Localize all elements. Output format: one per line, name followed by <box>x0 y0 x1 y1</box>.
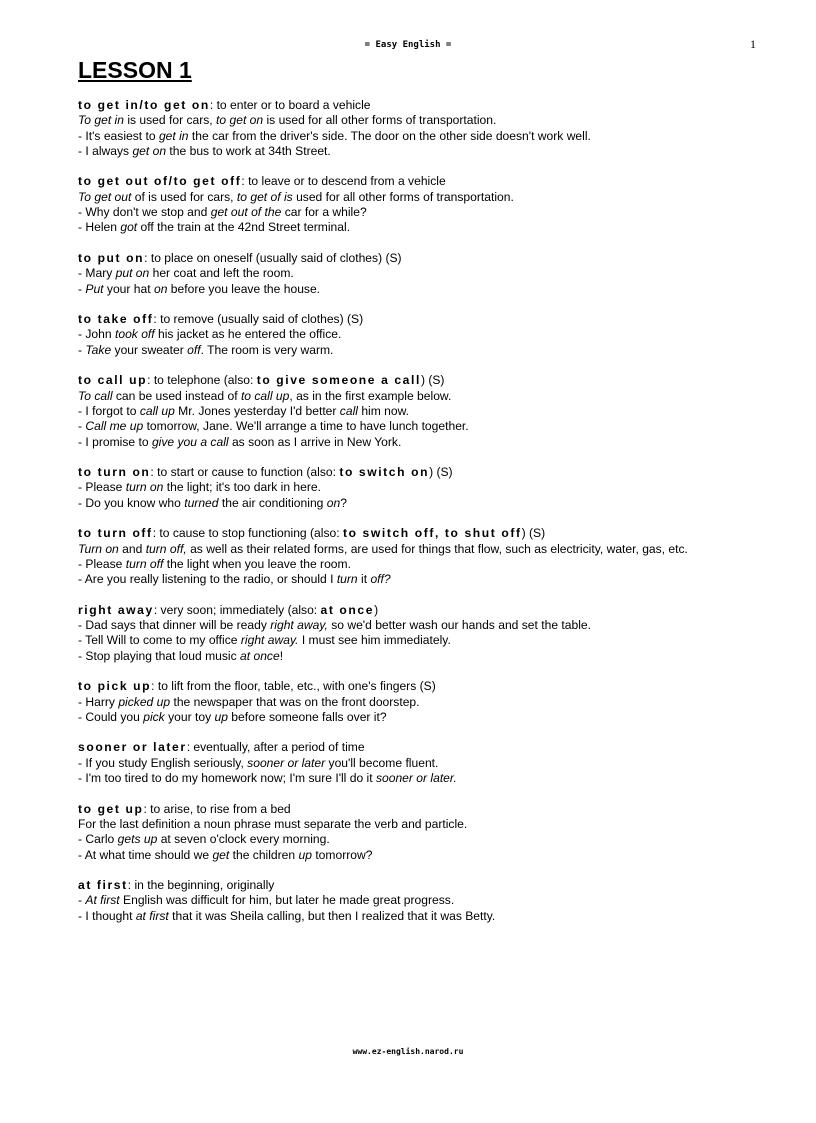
footer-url: www.ez-english.narod.ru <box>352 1047 464 1056</box>
text-run: so we'd better wash our hands and set the table. <box>327 618 592 633</box>
text-run: : to enter or to board a vehicle <box>209 98 371 112</box>
emphasis-text: on <box>326 495 341 510</box>
text-run: : to place on oneself (usually said of clothes) (S) <box>144 250 402 265</box>
emphasis-text: turn on <box>125 480 164 495</box>
text-run: - I'm too tired to do my homework now; I'm sure I'll do it <box>78 771 376 786</box>
idiom-example-line <box>78 343 778 358</box>
idiom-definition <box>78 465 778 480</box>
idiom-term: to pick up <box>78 679 152 694</box>
idiom-term: to get in/to get on <box>78 98 210 112</box>
text-run: it <box>357 572 371 587</box>
text-run: - If you study English seriously, <box>78 755 248 770</box>
idiom-example-line <box>78 572 778 587</box>
text-run: Mr. Jones yesterday I'd better <box>174 403 340 418</box>
text-run: : in the beginning, originally <box>127 878 275 893</box>
idiom-example-line <box>78 557 778 572</box>
emphasis-text: put on <box>115 266 150 281</box>
emphasis-text: get on <box>132 143 167 158</box>
emphasis-text: call up <box>139 403 175 418</box>
emphasis-text: Put <box>85 281 104 296</box>
emphasis-text: off <box>187 342 201 357</box>
text-run: : to remove (usually said of clothes) (S) <box>153 312 364 327</box>
idiom-example-line <box>78 190 778 205</box>
idiom-entry <box>78 603 778 664</box>
text-run: the light; it's too dark in here. <box>163 480 321 495</box>
text-run: as well as their related forms, are used for things that flow, such as electricity, water, gas, etc. <box>186 541 688 556</box>
idiom-definition <box>78 526 778 541</box>
idiom-entry <box>78 740 778 786</box>
idiom-example-line <box>78 756 778 771</box>
idiom-term: to turn on <box>78 465 151 480</box>
text-run: - Stop playing that loud music <box>78 648 241 663</box>
idiom-example-line <box>78 618 778 633</box>
idiom-definition <box>78 251 778 266</box>
text-run: off the train at the 42nd Street terminal. <box>137 220 351 235</box>
text-run: and <box>118 541 146 556</box>
text-run: before someone falls over it? <box>227 709 387 724</box>
text-run: : very soon; immediately (also: <box>153 602 321 617</box>
emphasis-text: To get in <box>78 113 124 128</box>
text-run: : to lift from the floor, table, etc., with one's fingers (S) <box>151 679 436 694</box>
idiom-example-line <box>78 389 778 404</box>
emphasis-text: At first <box>85 893 120 908</box>
emphasis-text: right away, <box>270 618 328 633</box>
emphasis-text: turn off <box>125 556 164 571</box>
text-run: car for a while? <box>281 205 367 220</box>
text-run: - Why don't we stop and <box>78 205 211 220</box>
idiom-definition <box>78 603 778 618</box>
emphasis-text: get out of the <box>210 205 282 220</box>
text-run: : to telephone (also: <box>147 373 257 388</box>
lesson-body <box>78 98 778 939</box>
text-run: . The room is very warm. <box>200 342 334 357</box>
emphasis-text: call <box>339 403 358 418</box>
idiom-definition <box>78 802 778 817</box>
emphasis-text: up <box>298 847 312 862</box>
text-run: the car from the driver's side. The door on the other side doesn't work well. <box>188 128 591 143</box>
idiom-definition <box>78 740 778 755</box>
text-run: the children <box>229 847 299 862</box>
idiom-example-line <box>78 832 778 847</box>
idiom-definition <box>78 679 778 694</box>
text-run: - John <box>78 327 115 342</box>
text-run: - It's easiest to <box>78 128 159 143</box>
text-run: - <box>78 893 86 908</box>
text-run: the bus to work at 34th Street. <box>166 143 331 158</box>
idiom-example-line <box>78 419 778 434</box>
idiom-example-line <box>78 649 778 664</box>
text-run: as soon as I arrive in New York. <box>228 434 402 449</box>
text-run: tomorrow, Jane. We'll arrange a time to have lunch together. <box>143 419 469 434</box>
idiom-term: to turn off <box>78 526 153 541</box>
page-number: 1 <box>750 37 756 51</box>
idiom-example-line <box>78 144 778 159</box>
idiom-entry <box>78 251 778 297</box>
text-run: : to cause to stop functioning (also: <box>152 526 343 541</box>
text-run: For the last definition a noun phrase must separate the verb and particle. <box>78 816 468 831</box>
text-run: - Dad says that dinner will be ready <box>78 618 271 633</box>
idiom-example-line <box>78 848 778 863</box>
idiom-term: at first <box>78 878 128 893</box>
emphasis-text: took off <box>114 327 155 342</box>
text-run: - Could you <box>78 709 144 724</box>
text-run: is used for all other forms of transportation. <box>263 113 497 128</box>
text-run: his jacket as he entered the office. <box>154 327 342 342</box>
emphasis-text: turn off, <box>145 541 187 556</box>
text-run: : to start or cause to function (also: <box>150 465 340 480</box>
text-run: - <box>78 419 86 434</box>
text-run: ) <box>374 602 379 617</box>
emphasis-text: up <box>214 709 228 724</box>
idiom-entry <box>78 465 778 511</box>
emphasis-text: to get on <box>216 113 264 128</box>
idiom-entry <box>78 878 778 924</box>
idiom-example-line <box>78 205 778 220</box>
idiom-entry <box>78 802 778 863</box>
emphasis-text: at first <box>135 908 169 923</box>
emphasis-text: gets up <box>117 832 158 847</box>
text-run: - Mary <box>78 266 116 281</box>
emphasis-text: off? <box>370 572 391 587</box>
text-run: - Please <box>78 556 126 571</box>
text-run: tomorrow? <box>311 847 373 862</box>
idiom-definition <box>78 373 778 388</box>
idiom-example-line <box>78 266 778 281</box>
text-run: that it was Sheila calling, but then I realized that it was Betty. <box>168 908 496 923</box>
idiom-term: right away <box>78 602 154 617</box>
text-run: - I thought <box>78 908 136 923</box>
text-run: - I promise to <box>78 434 152 449</box>
idiom-example-line <box>78 771 778 786</box>
text-run: ) (S) <box>420 373 445 388</box>
idiom-term: to get up <box>78 801 144 816</box>
idiom-example-line <box>78 817 778 832</box>
text-run: - <box>78 342 86 357</box>
idiom-term: to take off <box>78 312 154 327</box>
idiom-example-line <box>78 542 778 557</box>
emphasis-text: sooner or later. <box>375 771 457 786</box>
text-run: - Carlo <box>78 832 118 847</box>
text-run: your hat <box>103 281 154 296</box>
text-run: her coat and left the room. <box>149 266 294 281</box>
text-run: before you leave the house. <box>167 281 321 296</box>
emphasis-text: turned <box>184 495 219 510</box>
emphasis-text: sooner or later <box>247 755 326 770</box>
emphasis-text: to get of is <box>236 189 293 204</box>
text-run: can be used instead of <box>112 388 241 403</box>
idiom-entry <box>78 174 778 235</box>
text-run: - <box>78 281 86 296</box>
idiom-term: to switch on <box>339 465 430 480</box>
text-run: - I forgot to <box>78 403 140 418</box>
idiom-definition <box>78 878 778 893</box>
text-run: ? <box>340 495 347 510</box>
text-run: - Harry <box>78 694 119 709</box>
text-run: English was difficult for him, but later he made great progress. <box>119 893 455 908</box>
idiom-entry <box>78 679 778 725</box>
text-run: ! <box>279 648 284 663</box>
text-run: him now. <box>357 403 410 418</box>
idiom-example-line <box>78 633 778 648</box>
emphasis-text: give you a call <box>151 434 229 449</box>
text-run: I must see him immediately. <box>298 633 451 648</box>
idiom-example-line <box>78 496 778 511</box>
emphasis-text: get in <box>158 128 189 143</box>
emphasis-text: to call up <box>240 388 290 403</box>
idiom-example-line <box>78 435 778 450</box>
text-run: - At what time should we <box>78 847 213 862</box>
idiom-example-line <box>78 404 778 419</box>
idiom-example-line <box>78 113 778 128</box>
idiom-example-line <box>78 480 778 495</box>
idiom-definition <box>78 312 778 327</box>
text-run: the newspaper that was on the front doorstep. <box>170 694 420 709</box>
text-run: of is used for cars, <box>131 189 237 204</box>
text-run: used for all other forms of transportation. <box>292 189 514 204</box>
idiom-example-line <box>78 893 778 908</box>
idiom-term: to call up <box>78 373 148 388</box>
text-run: - Please <box>78 480 126 495</box>
text-run: : to arise, to rise from a bed <box>143 801 291 816</box>
idiom-term: to get out of/to get off <box>78 174 242 189</box>
text-run: ) (S) <box>521 526 546 541</box>
emphasis-text: turn <box>336 572 358 587</box>
text-run: your sweater <box>111 342 188 357</box>
emphasis-text: pick <box>143 709 165 724</box>
emphasis-text: get <box>212 847 230 862</box>
idiom-example-line <box>78 909 778 924</box>
idiom-example-line <box>78 710 778 725</box>
idiom-example-line <box>78 695 778 710</box>
emphasis-text: To get out <box>78 189 132 204</box>
idiom-term: to give someone a call <box>256 373 421 388</box>
idiom-example-line <box>78 129 778 144</box>
text-run: ) (S) <box>429 465 453 480</box>
text-run: the air conditioning <box>218 495 327 510</box>
running-header: = Easy English = <box>364 40 452 50</box>
text-run: - Tell Will to come to my office <box>78 633 241 648</box>
emphasis-text: at once <box>240 648 280 663</box>
text-run: - I always <box>78 143 133 158</box>
idiom-definition <box>78 174 778 189</box>
emphasis-text: picked up <box>118 694 171 709</box>
idiom-example-line <box>78 327 778 342</box>
idiom-entry <box>78 312 778 358</box>
emphasis-text: got <box>120 220 138 235</box>
text-run: is used for cars, <box>123 113 217 128</box>
idiom-term: at once <box>320 602 375 617</box>
idiom-term: to put on <box>78 250 145 265</box>
text-run: you'll become fluent. <box>325 755 439 770</box>
emphasis-text: Take <box>85 342 112 357</box>
text-run: your toy <box>164 709 215 724</box>
text-run: : eventually, after a period of time <box>186 740 365 755</box>
text-run: at seven o'clock every morning. <box>157 832 330 847</box>
emphasis-text: To call <box>78 388 113 403</box>
idiom-entry <box>78 526 778 587</box>
text-run: - Helen <box>78 220 121 235</box>
text-run: - Do you know who <box>78 495 185 510</box>
idiom-definition <box>78 98 778 113</box>
text-run: - Are you really listening to the radio, or should I <box>78 572 337 587</box>
emphasis-text: right away. <box>240 633 299 648</box>
lesson-title: LESSON 1 <box>78 57 192 83</box>
emphasis-text: Turn on <box>78 541 119 556</box>
emphasis-text: on <box>153 281 168 296</box>
text-run: , as in the first example below. <box>289 388 452 403</box>
idiom-example-line <box>78 282 778 297</box>
emphasis-text: Call me up <box>85 419 144 434</box>
idiom-term: sooner or later <box>78 740 187 755</box>
text-run: : to leave or to descend from a vehicle <box>241 174 446 189</box>
idiom-entry <box>78 373 778 449</box>
idiom-entry <box>78 98 778 159</box>
idiom-example-line <box>78 220 778 235</box>
idiom-term: to switch off, to shut off <box>342 526 522 541</box>
text-run: the light when you leave the room. <box>163 556 351 571</box>
